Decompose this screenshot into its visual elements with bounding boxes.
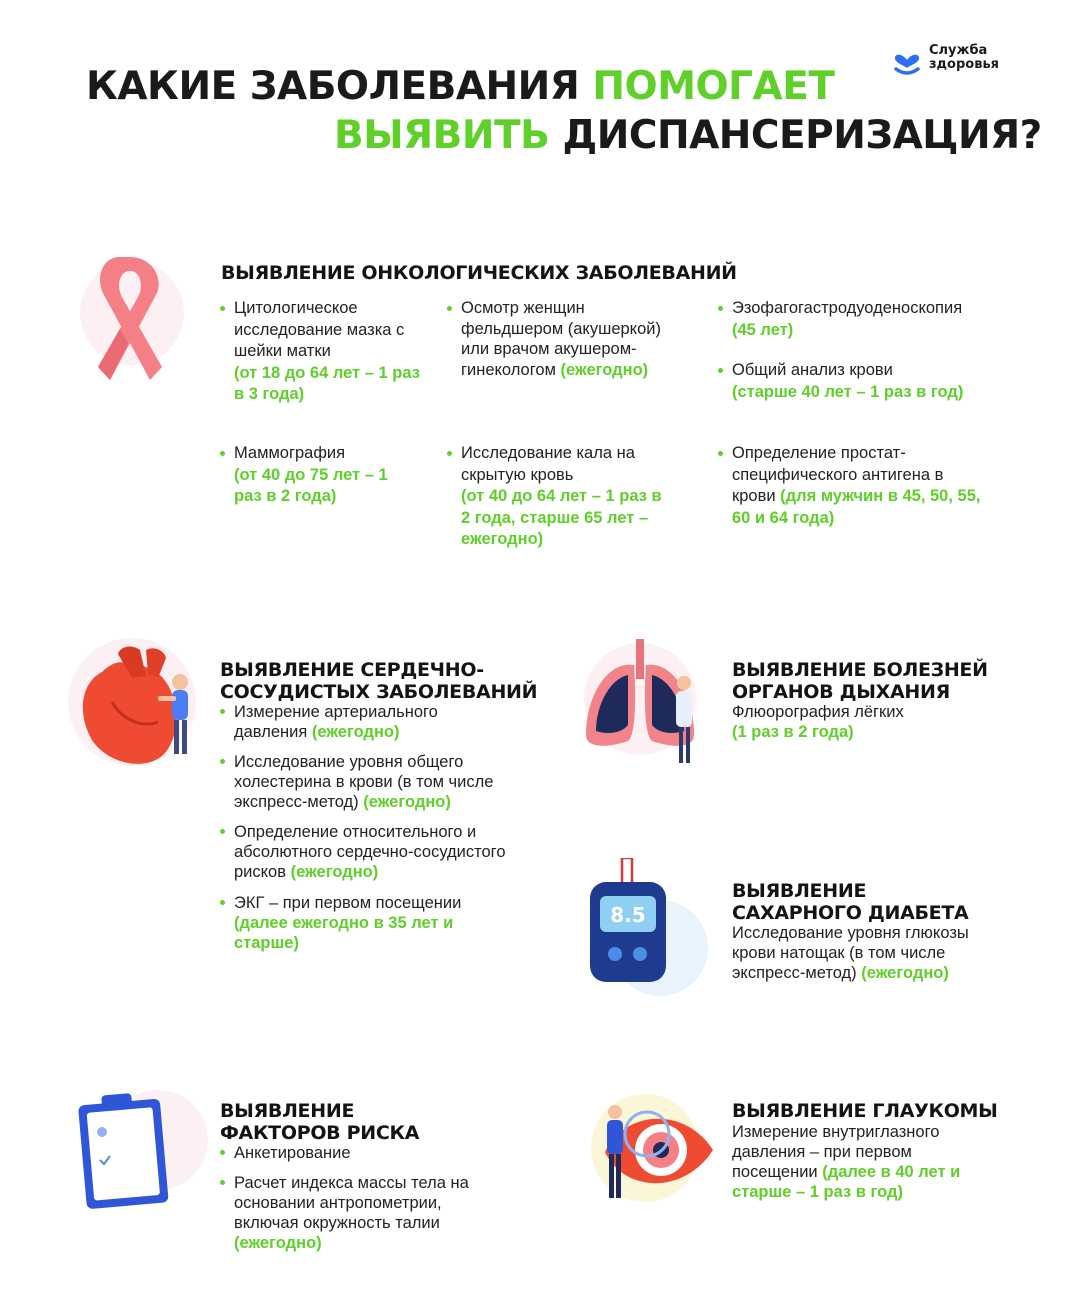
oncology-item-gynecologist — [447, 298, 687, 380]
risk-item-text: Анкетирование — [234, 1144, 351, 1162]
oncology-item-blood-test — [718, 360, 1008, 403]
glucometer-icon — [582, 858, 712, 998]
oncology-item-cytology — [220, 298, 420, 406]
respiratory-title-line1: ВЫЯВЛЕНИЕ БОЛЕЗНЕЙ — [732, 659, 988, 681]
oncology-item-mammography — [220, 443, 410, 508]
oncology-item-text: Осмотр женщин фельдшером (акушеркой) или врачом акушером-гинекологом — [461, 299, 661, 379]
respiratory-title — [732, 659, 988, 703]
cardio-title-line1: ВЫЯВЛЕНИЕ СЕРДЕЧНО- — [220, 659, 484, 681]
title-black-part2: ДИСПАНСЕРИЗАЦИЯ? — [562, 113, 1042, 158]
cardio-item-text: Определение относительного и абсолютного сердечно-сосудистого рисков — [234, 823, 506, 881]
risk-title — [220, 1100, 419, 1144]
page-title-line2 — [334, 113, 1042, 158]
risk-item-text: Расчет индекса массы тела на основании антропометрии, включая окружность талии — [234, 1174, 469, 1232]
oncology-item-text: Эзофагогастродуоденоскопия — [732, 299, 963, 317]
cardio-item-ecg — [220, 893, 510, 953]
oncology-item-note: (ежегодно) — [560, 360, 649, 379]
glaucoma-note: (далее в 40 лет и старше – 1 раз в год) — [732, 1163, 961, 1201]
oncology-item-note: (для мужчин в 45, 50, 55, 60 и 64 года) — [732, 487, 981, 527]
oncology-item-note: (от 40 до 75 лет – 1 раз в 2 года) — [234, 465, 388, 505]
respiratory-text: Флюорография лёгких — [732, 703, 904, 721]
cardio-item-pressure — [220, 702, 490, 742]
ribbon-icon — [70, 245, 185, 395]
cardio-item-risk — [220, 822, 510, 882]
risk-item-bmi — [220, 1173, 510, 1253]
heart-check-logo-icon — [893, 46, 921, 76]
diabetes-description — [732, 923, 1010, 983]
oncology-item-psa — [718, 443, 983, 529]
meter-reading: 8.5 — [610, 903, 646, 927]
lungs-icon — [578, 635, 713, 775]
cardio-item-note: (далее ежегодно в 35 лет и старше) — [234, 914, 454, 952]
diabetes-text: Исследование уровня глюкозы крови натощак (в том числе экспресс-метод) — [732, 924, 969, 982]
glaucoma-description — [732, 1122, 982, 1202]
respiratory-description — [732, 702, 992, 742]
glaucoma-title: ВЫЯВЛЕНИЕ ГЛАУКОМЫ — [732, 1100, 998, 1122]
diabetes-title-line2: САХАРНОГО ДИАБЕТА — [732, 902, 969, 924]
respiratory-title-line2: ОРГАНОВ ДЫХАНИЯ — [732, 681, 950, 703]
logo — [893, 44, 1023, 78]
oncology-item-text: Определение простат-специфического антигена в крови — [732, 444, 944, 505]
cardio-item-cholesterol — [220, 752, 520, 812]
cardio-item-note: (ежегодно) — [290, 863, 379, 881]
oncology-item-note: (45 лет) — [732, 320, 794, 339]
oncology-item-text: Цитологическое исследование мазка с шейки матки — [234, 299, 405, 360]
oncology-item-text: Маммография — [234, 444, 346, 462]
diabetes-title — [732, 880, 968, 924]
cardio-item-text: Измерение артериального давления — [234, 703, 438, 741]
oncology-item-text: Исследование кала на скрытую кровь — [461, 444, 635, 484]
oncology-item-note: (от 40 до 64 лет – 1 раз в 2 года, старше 65 лет – ежегодно) — [461, 487, 662, 548]
page-title-line1 — [86, 64, 834, 109]
risk-title-line1: ВЫЯВЛЕНИЕ — [220, 1100, 355, 1122]
title-green-part1: ПОМОГАЕТ — [592, 64, 835, 109]
risk-title-line2: ФАКТОРОВ РИСКА — [220, 1122, 420, 1144]
oncology-item-note: (от 18 до 64 лет – 1 раз в 3 года) — [234, 363, 420, 403]
cardio-item-text: Исследование уровня общего холестерина в крови (в том числе экспресс-метод) — [234, 753, 494, 811]
cardio-item-note: (ежегодно) — [311, 723, 400, 741]
risk-item-note: (ежегодно) — [234, 1234, 322, 1252]
clipboard-icon — [72, 1080, 212, 1220]
respiratory-note: (1 раз в 2 года) — [732, 723, 854, 741]
oncology-item-note: (старше 40 лет – 1 раз в год) — [732, 382, 964, 401]
oncology-title: ВЫЯВЛЕНИЕ ОНКОЛОГИЧЕСКИХ ЗАБОЛЕВАНИЙ — [221, 262, 737, 284]
heart-icon — [62, 632, 207, 777]
eye-icon — [585, 1090, 720, 1215]
title-green-part2: ВЫЯВИТЬ — [334, 113, 550, 158]
logo-line2: здоровья — [929, 57, 1000, 72]
diabetes-note: (ежегодно) — [861, 964, 949, 982]
cardio-item-note: (ежегодно) — [363, 793, 451, 811]
glaucoma-text: Измерение внутриглазного давления – при первом посещении — [732, 1123, 940, 1181]
cardio-title-line2: СОСУДИСТЫХ ЗАБОЛЕВАНИЙ — [220, 681, 538, 703]
oncology-item-text: Общий анализ крови — [732, 361, 893, 379]
risk-item-questionnaire — [220, 1143, 500, 1163]
cardio-title — [220, 659, 537, 703]
cardio-item-text: ЭКГ – при первом посещении — [234, 894, 462, 912]
diabetes-title-line1: ВЫЯВЛЕНИЕ — [732, 880, 867, 902]
title-black-part1: КАКИЕ ЗАБОЛЕВАНИЯ — [86, 64, 580, 109]
logo-line1: Служба — [929, 43, 988, 58]
oncology-item-stool-test — [447, 443, 662, 551]
oncology-item-egds — [718, 298, 1008, 341]
